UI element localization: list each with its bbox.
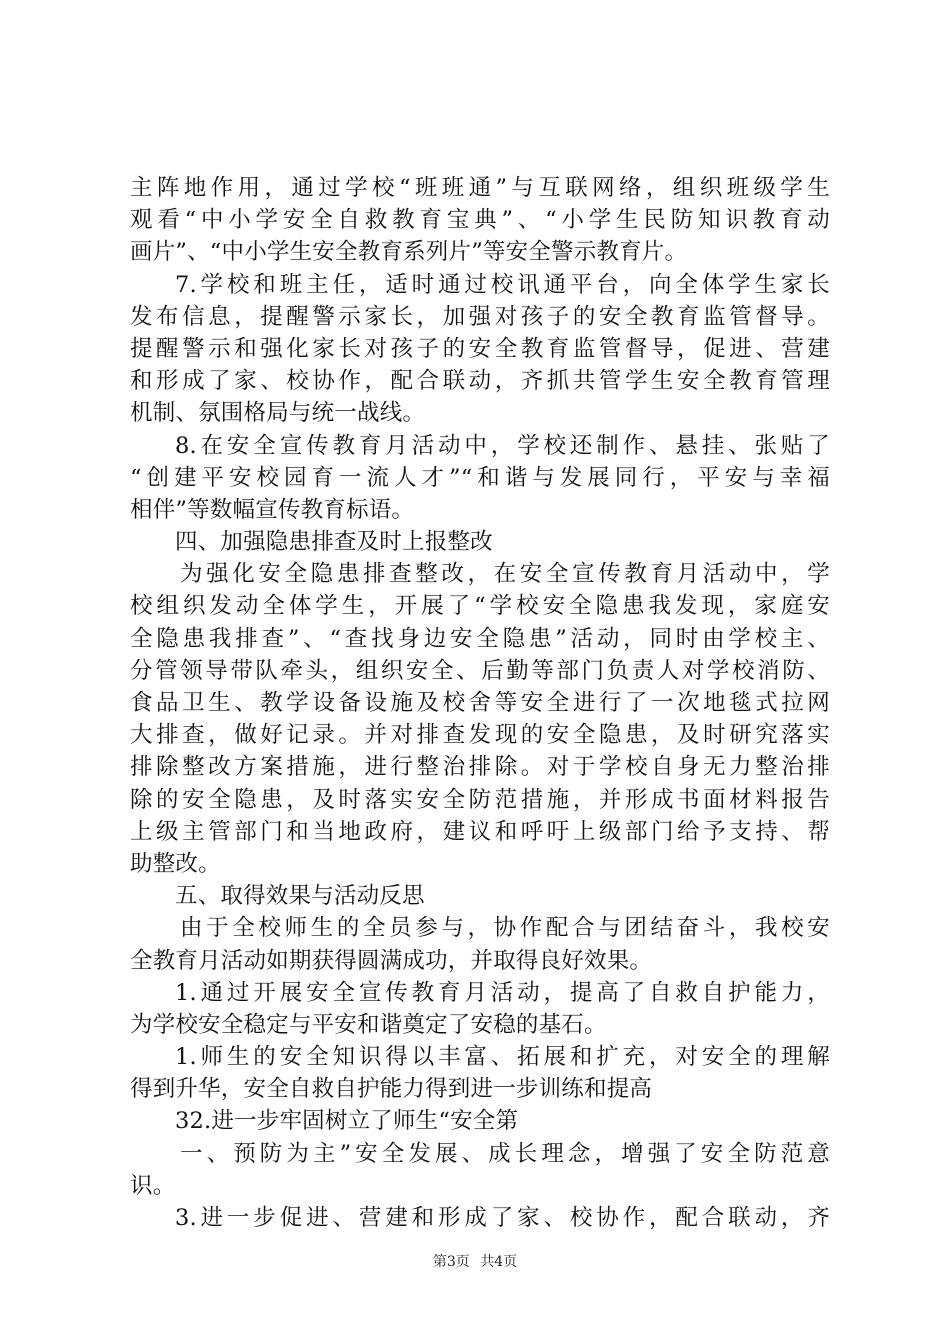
text-line: 食品卫生、教学设备设施及校舍等安全进行了一次地毯式拉网 (130, 690, 830, 716)
text-line: 为强化安全隐患排查整改，在安全宣传教育月活动中，学 (180, 561, 830, 588)
text-line: 排除整改方案措施，进行整治排除。对于学校自身无力整治排 (130, 754, 830, 781)
text-line: 除的安全隐患，及时落实安全防范措施，并形成书面材料报告 (130, 786, 830, 813)
text-line: 1.师生的安全知识得以丰富、拓展和扩充，对安全的理解 (175, 1044, 830, 1071)
text-line: 8.在安全宣传教育月活动中，学校还制作、悬挂、张贴了 (175, 432, 830, 459)
text-line: 校组织发动全体学生，开展了“学校安全隐患我发现，家庭安 (130, 593, 830, 620)
text-line: 相伴”等数幅宣传教育标语。 (130, 496, 415, 523)
text-line: “创建平安校园育一流人才”“和谐与发展同行，平安与幸福 (130, 464, 830, 491)
text-line: 机制、氛围格局与统一战线。 (130, 400, 426, 427)
text-line: 全隐患我排查”、“查找身边安全隐患”活动，同时由学校主、 (130, 625, 830, 652)
text-line: 7.学校和班主任，适时通过校讯通平台，向全体学生家长 (175, 271, 830, 298)
text-line: 由于全校师生的全员参与，协作配合与团结奋斗，我校安 (180, 915, 830, 942)
document-body (130, 172, 830, 1234)
section-heading: 四、加强隐患排查及时上报整改 (175, 529, 493, 556)
section-heading: 五、取得效果与活动反思 (175, 883, 425, 910)
page-total: 共4页 (480, 1254, 518, 1270)
text-line: 助整改。 (130, 850, 221, 877)
page-footer (0, 1251, 950, 1271)
text-line: 32.进一步牢固树立了师生“安全第 (175, 1108, 519, 1135)
page-number: 第3页 (432, 1254, 470, 1270)
text-line: 画片”、“中小学生安全教育系列片”等安全警示教育片。 (130, 239, 688, 266)
text-line: 得到升华，安全自救自护能力得到进一步训练和提高 (130, 1076, 653, 1103)
text-line: 3.进一步促进、营建和形成了家、校协作，配合联动，齐 (175, 1205, 830, 1231)
text-line: 为学校安全稳定与平安和谐奠定了安稳的基石。 (130, 1011, 607, 1038)
text-line: 发布信息，提醒警示家长，加强对孩子的安全教育监管督导。 (130, 303, 830, 330)
text-line: 和形成了家、校协作，配合联动，齐抓共管学生安全教育管理 (130, 368, 830, 395)
text-line: 观看“中小学安全自救教育宝典”、“小学生民防知识教育动 (130, 207, 830, 234)
text-line: 一、预防为主”安全发展、成长理念，增强了安全防范意 (180, 1140, 830, 1167)
text-line: 1.通过开展安全宣传教育月活动，提高了自救自护能力， (175, 979, 830, 1006)
text-line: 提醒警示和强化家长对孩子的安全教育监管督导，促进、营建 (130, 335, 830, 362)
text-line: 分管领导带队牵头，组织安全、后勤等部门负责人对学校消防、 (130, 657, 830, 684)
text-line: 全教育月活动如期获得圆满成功，并取得良好效果。 (130, 947, 653, 974)
text-line: 上级主管部门和当地政府，建议和呼吁上级部门给予支持、帮 (130, 818, 830, 845)
text-line: 大排查，做好记录。并对排查发现的安全隐患，及时研究落实 (130, 722, 830, 749)
text-line: 识。 (130, 1172, 176, 1199)
text-line: 主阵地作用，通过学校“班班通”与互联网络，组织班级学生 (130, 175, 830, 201)
